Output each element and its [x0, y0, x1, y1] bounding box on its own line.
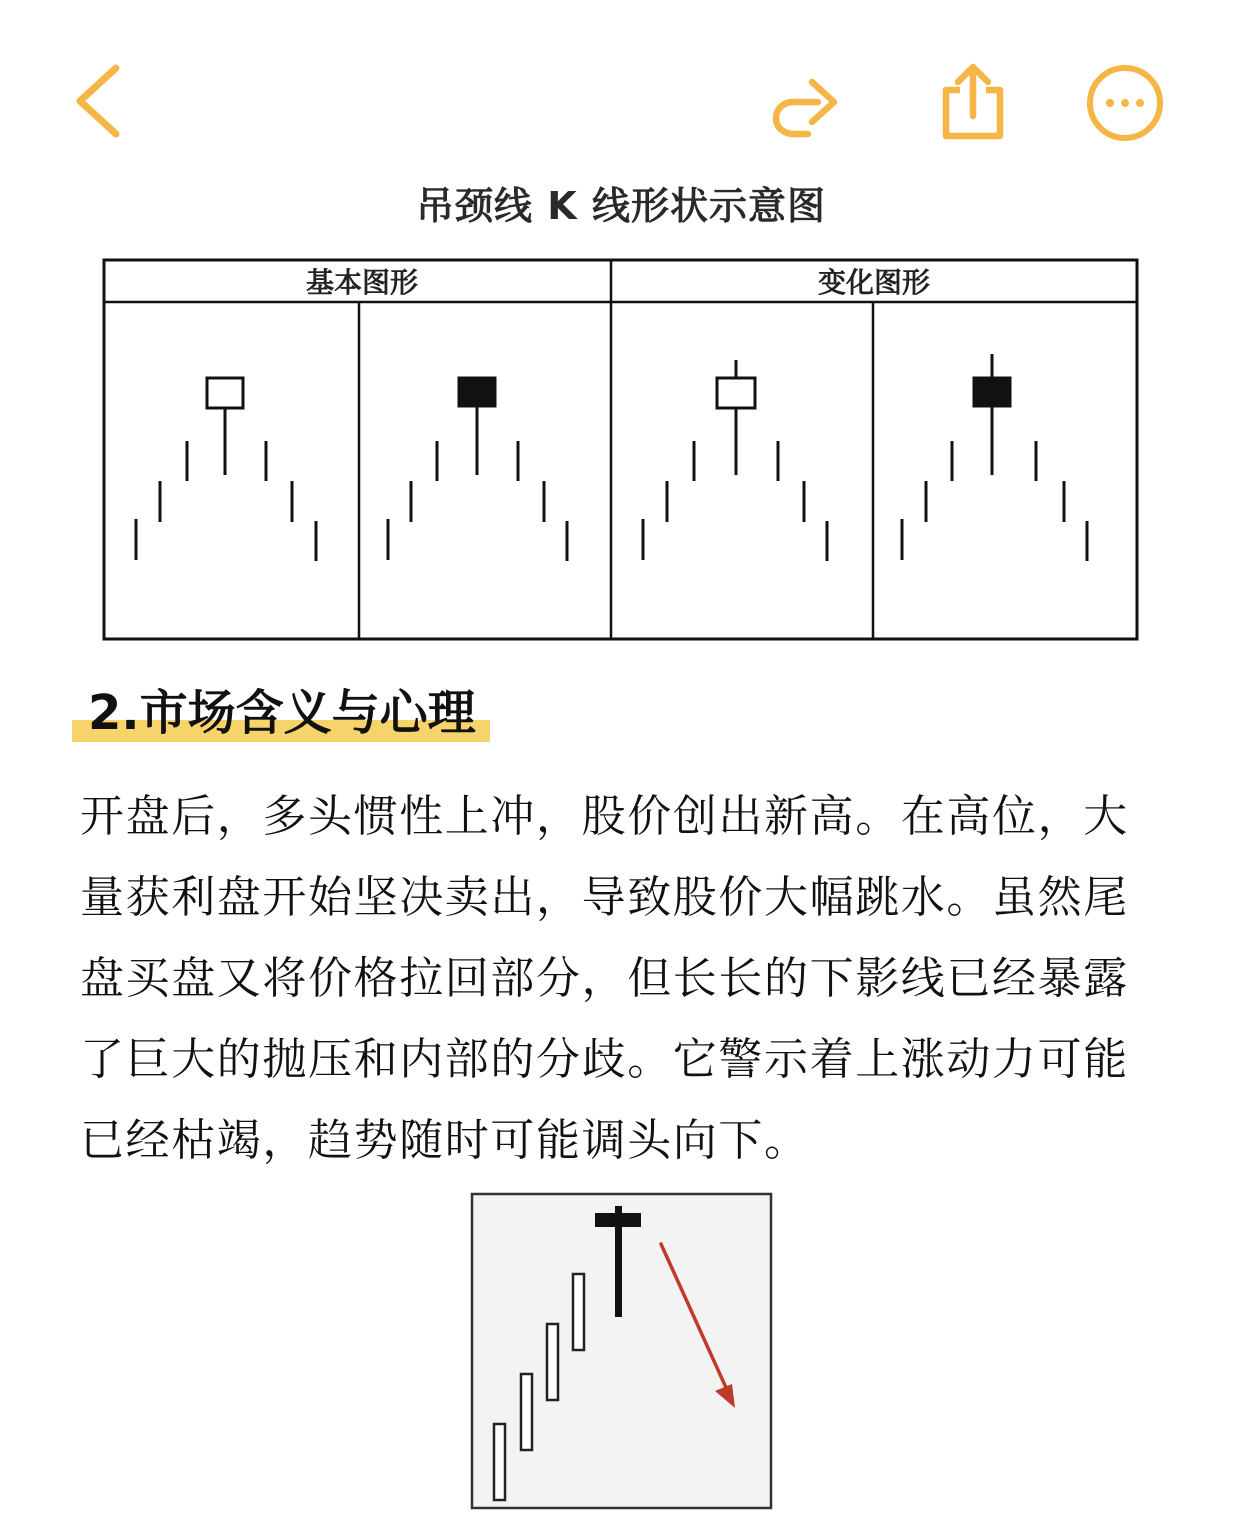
hanging-man-shape-diagram	[102, 257, 1140, 643]
section-heading-text: 2.市场含义与心理	[88, 685, 476, 741]
back-button[interactable]	[66, 60, 132, 142]
figure-title: 吊颈线 K 线形状示意图	[416, 184, 826, 228]
redo-arrow-icon	[768, 64, 842, 138]
share-icon	[938, 60, 1008, 142]
group-label-variant: 变化图形	[817, 266, 931, 299]
candle-body-white	[717, 378, 755, 408]
group-label-basic: 基本图形	[305, 266, 419, 299]
section-heading	[72, 682, 490, 744]
more-dots-icon	[1084, 62, 1166, 144]
more-button[interactable]	[1084, 62, 1166, 144]
hanging-man-downtrend-illustration	[470, 1192, 773, 1510]
body-paragraph: 开盘后，多头惯性上冲，股价创出新高。在高位，大量获利盘开始坚决卖出，导致股价大幅跳水。虽然尾盘买盘又将价格拉回部分，但长长的下影线已经暴露了巨大的抛压和内部的分歧。它警示着上涨动力可能已经枯竭，趋势随时可能调头向下。	[80, 791, 1129, 1166]
chevron-left-icon	[66, 60, 132, 142]
section-heading-block	[72, 682, 490, 744]
share-button[interactable]	[938, 60, 1008, 142]
candle-body-white	[207, 378, 243, 408]
top-navigation-bar	[0, 0, 1242, 170]
forward-button[interactable]	[768, 64, 842, 138]
candle-body-black	[459, 378, 495, 406]
hanging-man-lower-shadow	[615, 1227, 622, 1317]
candle-body-black	[974, 378, 1010, 406]
